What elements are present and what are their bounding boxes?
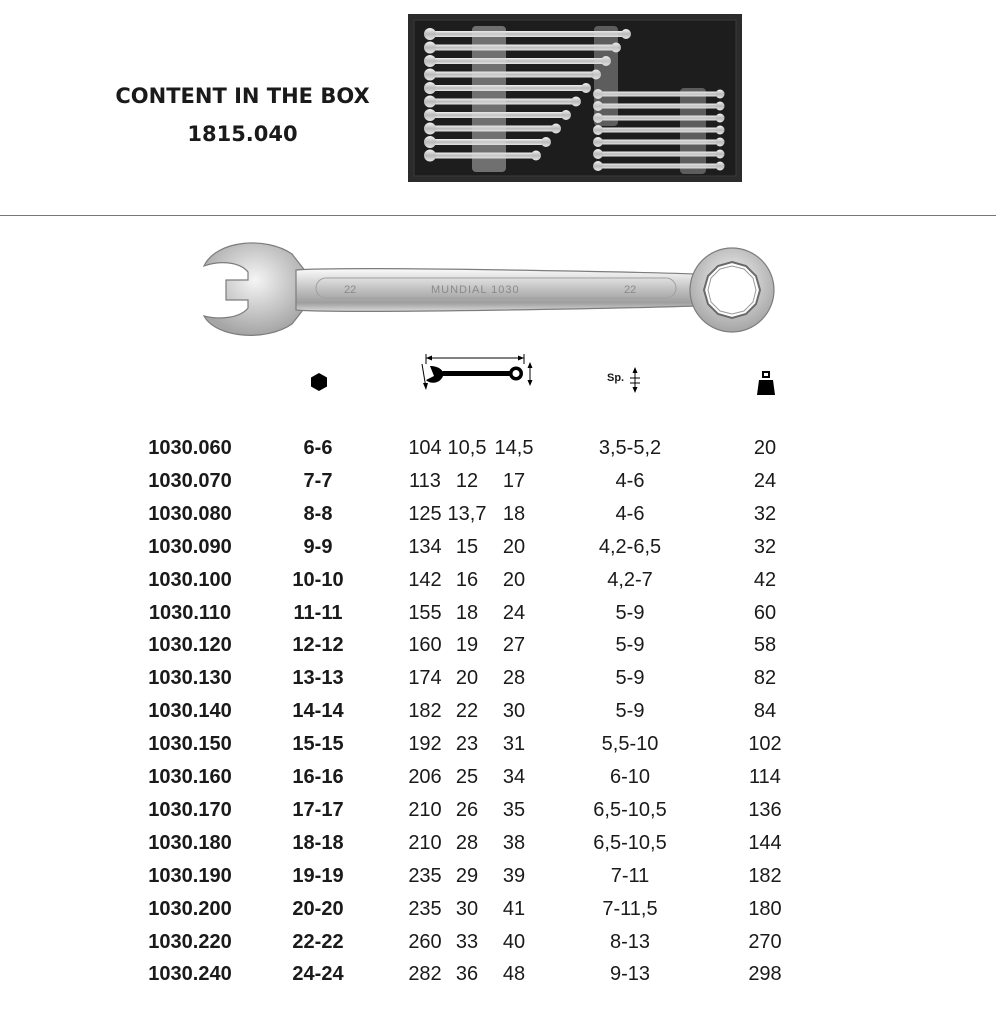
open-end-value: 36 bbox=[455, 963, 479, 986]
table-row bbox=[0, 766, 996, 796]
ring-end-value: 27 bbox=[502, 634, 526, 657]
wrench-size: 14-14 bbox=[292, 700, 344, 723]
hexagon-icon bbox=[309, 372, 329, 392]
product-code: 1030.150 bbox=[148, 733, 232, 756]
length-value: 113 bbox=[409, 469, 441, 492]
length-value: 192 bbox=[408, 733, 442, 756]
wrench-size: 22-22 bbox=[292, 930, 344, 953]
product-code: 1030.220 bbox=[148, 930, 232, 953]
thickness-value: 3,5-5,2 bbox=[598, 437, 662, 459]
table-row bbox=[0, 700, 996, 730]
ring-end-value: 14,5 bbox=[494, 437, 534, 459]
ring-end-value: 17 bbox=[502, 469, 526, 492]
open-end-value: 30 bbox=[455, 897, 479, 920]
thickness-label: Sp. bbox=[607, 372, 625, 384]
product-code: 1030.090 bbox=[148, 535, 232, 558]
open-end-value: 29 bbox=[455, 864, 479, 887]
ring-end-value: 39 bbox=[502, 864, 526, 887]
product-code: 1030.110 bbox=[148, 601, 232, 624]
wrench-size: 12-12 bbox=[292, 634, 344, 657]
product-code: 1030.060 bbox=[148, 437, 232, 459]
open-end-value: 26 bbox=[455, 798, 479, 821]
thickness-value: 4-6 bbox=[615, 502, 645, 525]
thickness-value: 6-10 bbox=[609, 766, 651, 788]
thickness-value: 9-13 bbox=[609, 963, 651, 986]
open-end-value: 12 bbox=[455, 469, 479, 492]
thickness-value: 7-11 bbox=[610, 864, 650, 887]
table-row bbox=[0, 667, 996, 697]
product-code: 1030.190 bbox=[148, 864, 232, 887]
ring-end-value: 38 bbox=[502, 831, 526, 854]
thickness-value: 5-9 bbox=[615, 700, 645, 723]
length-value: 235 bbox=[408, 897, 442, 920]
weight-value: 144 bbox=[748, 831, 782, 854]
open-end-value: 19 bbox=[455, 634, 479, 657]
length-value: 210 bbox=[408, 798, 442, 821]
length-value: 174 bbox=[408, 667, 442, 690]
ring-end-value: 28 bbox=[502, 667, 526, 690]
open-end-value: 10,5 bbox=[447, 437, 487, 459]
ring-end-value: 31 bbox=[502, 733, 526, 756]
weight-value: 84 bbox=[753, 700, 777, 723]
ring-end-value: 40 bbox=[502, 930, 526, 953]
weight-value: 20 bbox=[753, 437, 777, 459]
weight-value: 32 bbox=[753, 502, 777, 525]
weight-icon bbox=[756, 370, 776, 396]
product-code: 1030.080 bbox=[148, 502, 232, 525]
weight-value: 182 bbox=[748, 864, 782, 887]
table-row bbox=[0, 865, 996, 895]
product-code: 1030.140 bbox=[148, 700, 232, 723]
table-row bbox=[0, 536, 996, 566]
table-row bbox=[0, 602, 996, 632]
thickness-value: 4-6 bbox=[615, 469, 645, 492]
product-code: 1030.170 bbox=[148, 798, 232, 821]
thickness-value: 5-9 bbox=[615, 601, 645, 624]
weight-value: 24 bbox=[753, 469, 777, 492]
page-title: CONTENT IN THE BOX bbox=[115, 84, 370, 108]
weight-value: 102 bbox=[748, 733, 782, 756]
weight-value: 60 bbox=[753, 601, 777, 624]
wrench-size: 11-11 bbox=[293, 601, 343, 624]
product-code: 1030.240 bbox=[148, 963, 232, 986]
wrench-size: 10-10 bbox=[292, 568, 344, 591]
section-divider bbox=[0, 215, 996, 216]
thickness-value: 4,2-7 bbox=[607, 568, 653, 591]
weight-value: 42 bbox=[753, 568, 777, 591]
product-code: 1030.130 bbox=[148, 667, 232, 690]
table-row bbox=[0, 963, 996, 993]
ring-end-value: 20 bbox=[502, 568, 526, 591]
length-value: 206 bbox=[408, 766, 442, 788]
ring-end-value: 48 bbox=[502, 963, 526, 986]
table-row bbox=[0, 503, 996, 533]
wrench-size: 13-13 bbox=[292, 667, 344, 690]
wrench-size: 20-20 bbox=[292, 897, 344, 920]
length-value: 210 bbox=[408, 831, 442, 854]
thickness-value: 5-9 bbox=[615, 634, 645, 657]
length-value: 104 bbox=[408, 437, 442, 459]
table-row bbox=[0, 437, 996, 467]
thickness-icon bbox=[607, 366, 647, 396]
thickness-value: 5-9 bbox=[615, 667, 645, 690]
wrench-size: 17-17 bbox=[292, 798, 344, 821]
length-value: 155 bbox=[408, 601, 442, 624]
wrench-size: 8-8 bbox=[303, 502, 333, 525]
thickness-value: 5,5-10 bbox=[601, 733, 659, 756]
wrench-size: 15-15 bbox=[292, 733, 344, 756]
table-row bbox=[0, 634, 996, 664]
wrench-size: 9-9 bbox=[303, 535, 333, 558]
open-end-value: 16 bbox=[455, 568, 479, 591]
table-row bbox=[0, 799, 996, 829]
length-value: 260 bbox=[408, 930, 442, 953]
ring-end-value: 35 bbox=[502, 798, 526, 821]
wrench-dimensions-icon bbox=[412, 352, 542, 396]
weight-value: 114 bbox=[749, 766, 781, 788]
open-end-value: 13,7 bbox=[447, 502, 487, 525]
table-row bbox=[0, 569, 996, 599]
tool-tray-image bbox=[408, 14, 742, 182]
open-end-value: 33 bbox=[455, 930, 479, 953]
combination-wrench-image bbox=[196, 236, 776, 344]
weight-value: 270 bbox=[748, 930, 782, 953]
weight-value: 58 bbox=[753, 634, 777, 657]
thickness-value: 7-11,5 bbox=[602, 897, 658, 920]
wrench-size: 7-7 bbox=[303, 469, 333, 492]
length-value: 125 bbox=[408, 502, 442, 525]
ring-end-value: 30 bbox=[502, 700, 526, 723]
table-row bbox=[0, 470, 996, 500]
ring-end-value: 41 bbox=[502, 897, 526, 920]
table-row bbox=[0, 733, 996, 763]
length-value: 142 bbox=[408, 568, 442, 591]
length-value: 235 bbox=[408, 864, 442, 887]
product-code: 1030.160 bbox=[148, 766, 232, 788]
ring-end-value: 20 bbox=[502, 535, 526, 558]
wrench-size-marking-right: 22 bbox=[624, 284, 637, 296]
table-row bbox=[0, 931, 996, 961]
wrench-size-marking-left: 22 bbox=[344, 284, 357, 296]
wrench-size: 24-24 bbox=[292, 963, 344, 986]
product-code: 1030.100 bbox=[148, 568, 232, 591]
product-code: 1030.070 bbox=[148, 469, 232, 492]
thickness-value: 8-13 bbox=[609, 930, 651, 953]
weight-value: 298 bbox=[748, 963, 782, 986]
length-value: 160 bbox=[408, 634, 442, 657]
ring-end-value: 34 bbox=[502, 766, 526, 788]
table-row bbox=[0, 898, 996, 928]
product-code: 1030.120 bbox=[148, 634, 232, 657]
wrench-size: 19-19 bbox=[292, 864, 344, 887]
open-end-value: 22 bbox=[455, 700, 479, 723]
open-end-value: 20 bbox=[455, 667, 479, 690]
product-code: 1030.180 bbox=[148, 831, 232, 854]
weight-value: 136 bbox=[748, 798, 782, 821]
wrench-size: 16-16 bbox=[292, 766, 344, 788]
thickness-value: 6,5-10,5 bbox=[593, 831, 667, 854]
set-code: 1815.040 bbox=[187, 122, 298, 146]
wrench-size: 18-18 bbox=[292, 831, 344, 854]
wrench-brand-marking: MUNDIAL 1030 bbox=[431, 284, 520, 296]
ring-end-value: 24 bbox=[502, 601, 526, 624]
length-value: 182 bbox=[408, 700, 442, 723]
table-row bbox=[0, 832, 996, 862]
weight-value: 180 bbox=[748, 897, 782, 920]
ring-end-value: 18 bbox=[502, 502, 526, 525]
product-code: 1030.200 bbox=[148, 897, 232, 920]
length-value: 282 bbox=[408, 963, 442, 986]
open-end-value: 15 bbox=[455, 535, 479, 558]
open-end-value: 23 bbox=[455, 733, 479, 756]
length-value: 134 bbox=[408, 535, 442, 558]
open-end-value: 28 bbox=[455, 831, 479, 854]
open-end-value: 25 bbox=[455, 766, 479, 788]
wrench-size: 6-6 bbox=[303, 437, 333, 459]
weight-value: 32 bbox=[753, 535, 777, 558]
thickness-value: 4,2-6,5 bbox=[598, 535, 662, 558]
thickness-value: 6,5-10,5 bbox=[593, 798, 667, 821]
open-end-value: 18 bbox=[455, 601, 479, 624]
weight-value: 82 bbox=[753, 667, 777, 690]
